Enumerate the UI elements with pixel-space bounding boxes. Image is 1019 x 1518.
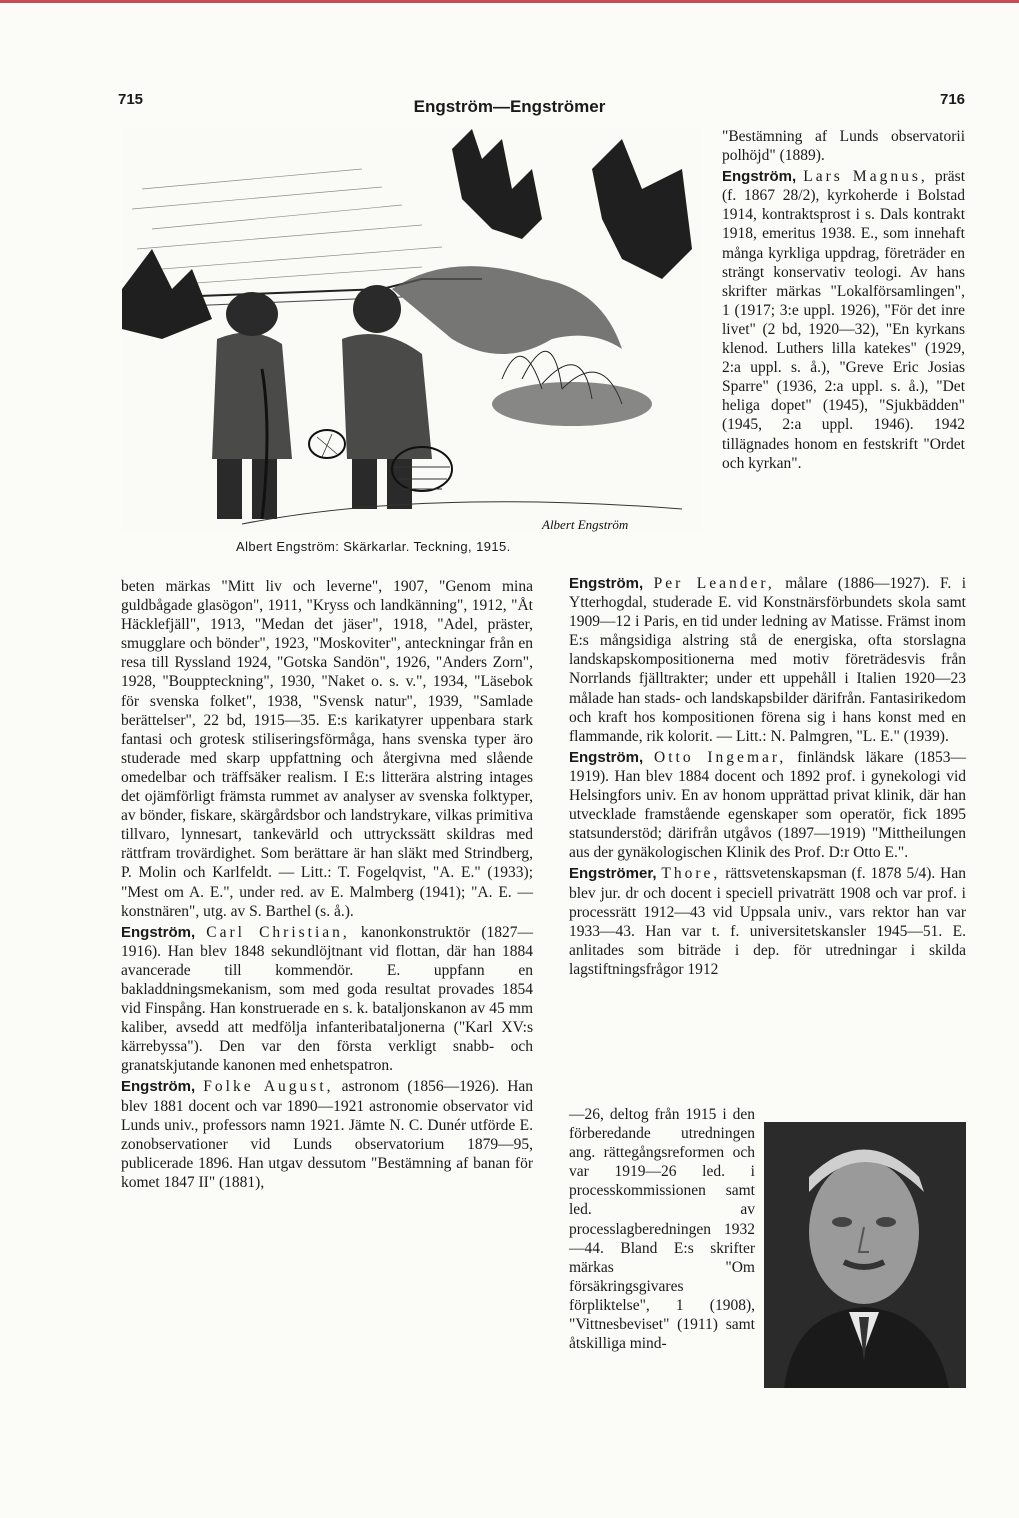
entry-name: Carl Christian, — [206, 923, 350, 941]
albert-entry-continuation: beten märkas "Mitt liv och leverne", 1907, "Genom mina guldbågade glasögon", 1911, "Kryss och landkänning", 1912, "Åt Häcklefjäll", 1913, "Medan det jäser", 1918, "Adel, präster, smugglare och bönder", 1923, "Moskoviter", anteckningar från en resa till Ryssland 1924, "Gotska Sandön", 1926, "Anders Zorn", 1928, "Bouppteckning", 1930, "Naket o. s. v.", 1934, "Läsebok för svenska folket", 1938, "Svensk natur", 1939, "Samlade berättelser", 22 bd, 1915—35. E:s karikatyrer uppenbara stark fantasi och grotesk stiliseringsförmåga, hans svenska typer äro studerade med skarp uppfattning och återgivna med slående omedelbar och träffsäker realism. I E:s litterära alstring intages det ojämförligt främsta rummet av analyser av svenska folktyper, av bönder, fiskare, skärgårdsbor och landstrykare, vilkas primitiva tillvaro, lynnesart, tankevärld och uttryckssätt skildras med rättfram trovärdighet. Som berättare är han släkt med Strindberg, P. Molin och Karlfeldt. — Litt.: T. Fogelqvist, "A. E." (1933); "Mest om A. E.", under red. av E. Malmberg (1941); "A. E. — konstnären", utg. av S. Barthel (s. å.). — [121, 578, 533, 920]
right-page-number: 716 — [940, 91, 966, 108]
entry-text: målare (1886—1927). F. i Ytterhogdal, studerade E. vid Konstnärsförbundets skola samt 1909—12 i Paris, en tid under ledning av Matisse. Främst inom E:s mångsidiga alstring stå de energiska, ofta storslagna landskapskompositionerna med motiv företrädesvis från Norrlands fjälltrakter; under ett uppehåll i Italien 1920—23 målade han stads- och landskapsbilder därifrån. Fantasirikedom och kraft hos kompositionen förena sig i hans konst med en flammande, rik kolorit. — Litt.: N. Palmgren, "L. E." (1939). — [569, 575, 967, 745]
entry-per-leander — [569, 574, 966, 746]
entry-name: Folke August, — [203, 1078, 334, 1096]
entry-folke-august — [121, 1077, 533, 1192]
entry-name: Thore, — [661, 865, 721, 883]
left-page-number: 715 — [118, 91, 144, 108]
entry-headword: Engström, — [569, 575, 644, 592]
entry-text: kanonkonstruktör (1827—1916). Han blev 1848 sekundlöjtnant vid flottan, där han 1884 avancerade till kommendör. E. uppfann en bakladdningsmekanism, som med goda resultat provades 1854 vid Finspång. Han konstruerade en s. k. bataljonskanon av 45 mm kaliber, avsedd att medfölja infanteribataljonerna ("Karl XV:s kärrebyssa"). Den var den första verkligt snabb- och granatskjutande kanonen med enhetspatron. — [121, 923, 534, 1075]
entry-text: finländsk läkare (1853—1919). Han blev 1884 docent och 1892 prof. i gynekologi vid Helsingfors univ. En av honom upprättad privat klinik, där han utvecklade framstående egenskaper som operatör, fick 1895 statsunderstöd; därifrån utgåvos (1897—1919) "Mittheilungen aus der gynäkologischen Klinik des Prof. D:r Otto E.". — [569, 748, 966, 862]
entry-text: astronom (1856—1926). Han blev 1881 docent och var 1890—1921 astronomie observator vid Lunds univ., professors namn 1921. Jämte N. C. Dunér utförde E. zonobservationer vid Lunds observatorium 1879—95, publicerade 1896. Han utgav dessutom "Bestämning af banan för komet 1847 II" (1881), — [121, 1078, 534, 1191]
entry-headword: Engström, — [121, 1078, 196, 1096]
skarkarlar-illustration — [122, 129, 702, 533]
thore-entry-continuation: —26, deltog från 1915 i den förberedande utredningen ang. rättegångsreformen och var 1919—26 led. i processkommissionen samt led. av processlagberedningen 1932—44. Bland E:s skrifter märkas "Om försäkringsgivares förpliktelse", 1 (1908), "Vittnesbeviset" (1911) samt åtskilliga mind- — [569, 1106, 755, 1353]
right-column — [569, 574, 966, 979]
entry-name: Per Leander, — [653, 575, 775, 592]
drawing-skarkarlar — [122, 129, 702, 533]
folke-entry-continuation: "Bestämning af Lunds observatorii polhöjd" (1889). — [722, 128, 965, 165]
entry-text: rättsvetenskapsman (f. 1878 5/4). Han blev jur. dr och docent i speciell privaträtt 1908 och var prof. i processrätt 1912—43 vid Uppsala univ., vars rektor han var 1933—43. Han var t. f. universitetskansler 1945—51. E. anlitades som biträde i dep. för utredningar i skilda lagstiftningsfrågor 1912 — [569, 865, 967, 978]
illustration-caption: Albert Engström: Skärkarlar. Teckning, 1915. — [236, 539, 511, 554]
entry-thore — [569, 864, 966, 979]
svg-text:Albert Engström: Albert Engström — [542, 517, 629, 532]
left-column — [121, 577, 533, 1192]
right-column-bottom-narrow — [569, 1105, 755, 1353]
entry-headword: Engström, — [722, 168, 797, 186]
entry-headword: Engström, — [569, 748, 644, 766]
entry-otto-ingemar — [569, 748, 966, 863]
running-header-title: Engström—Engströmer — [413, 97, 606, 116]
portrait-photo — [764, 1122, 966, 1388]
entry-carl-christian — [121, 923, 533, 1076]
right-column-top — [722, 127, 965, 473]
entry-text: präst (f. 1867 28/2), kyrkoherde i Bolstad 1914, kontraktsprost i s. Dals kontrakt 1918, emeritus 1938. E., som innehaft många kyrkliga uppdrag, företräder en strängt konservativ teologi. Av hans skrifter märkas "Lokalförsamlingen", 1 (1917; 3:e uppl. 1926), "För det inre livet" (2 bd, 1920—32), "En kyrkans klenod. Luthers lilla katekes" (1929, 2:a uppl. s. å.), "Greve Eric Josias Sparre" (1936, 2:a uppl. s. å.), "Det heliga dopet" (1945), "Sjukbädden" (1945, 2:a uppl. 1946). 1942 tillägnades honom en festskrift "Ordet och kyrkan". — [722, 168, 966, 472]
entry-lars-magnus — [722, 167, 965, 473]
entry-headword: Engströmer, — [569, 865, 657, 883]
portrait-thore-engstromer — [764, 1122, 966, 1388]
entry-headword: Engström, — [121, 923, 196, 941]
entry-name: Otto Ingemar, — [654, 748, 787, 766]
entry-name: Lars Magnus, — [803, 168, 928, 186]
